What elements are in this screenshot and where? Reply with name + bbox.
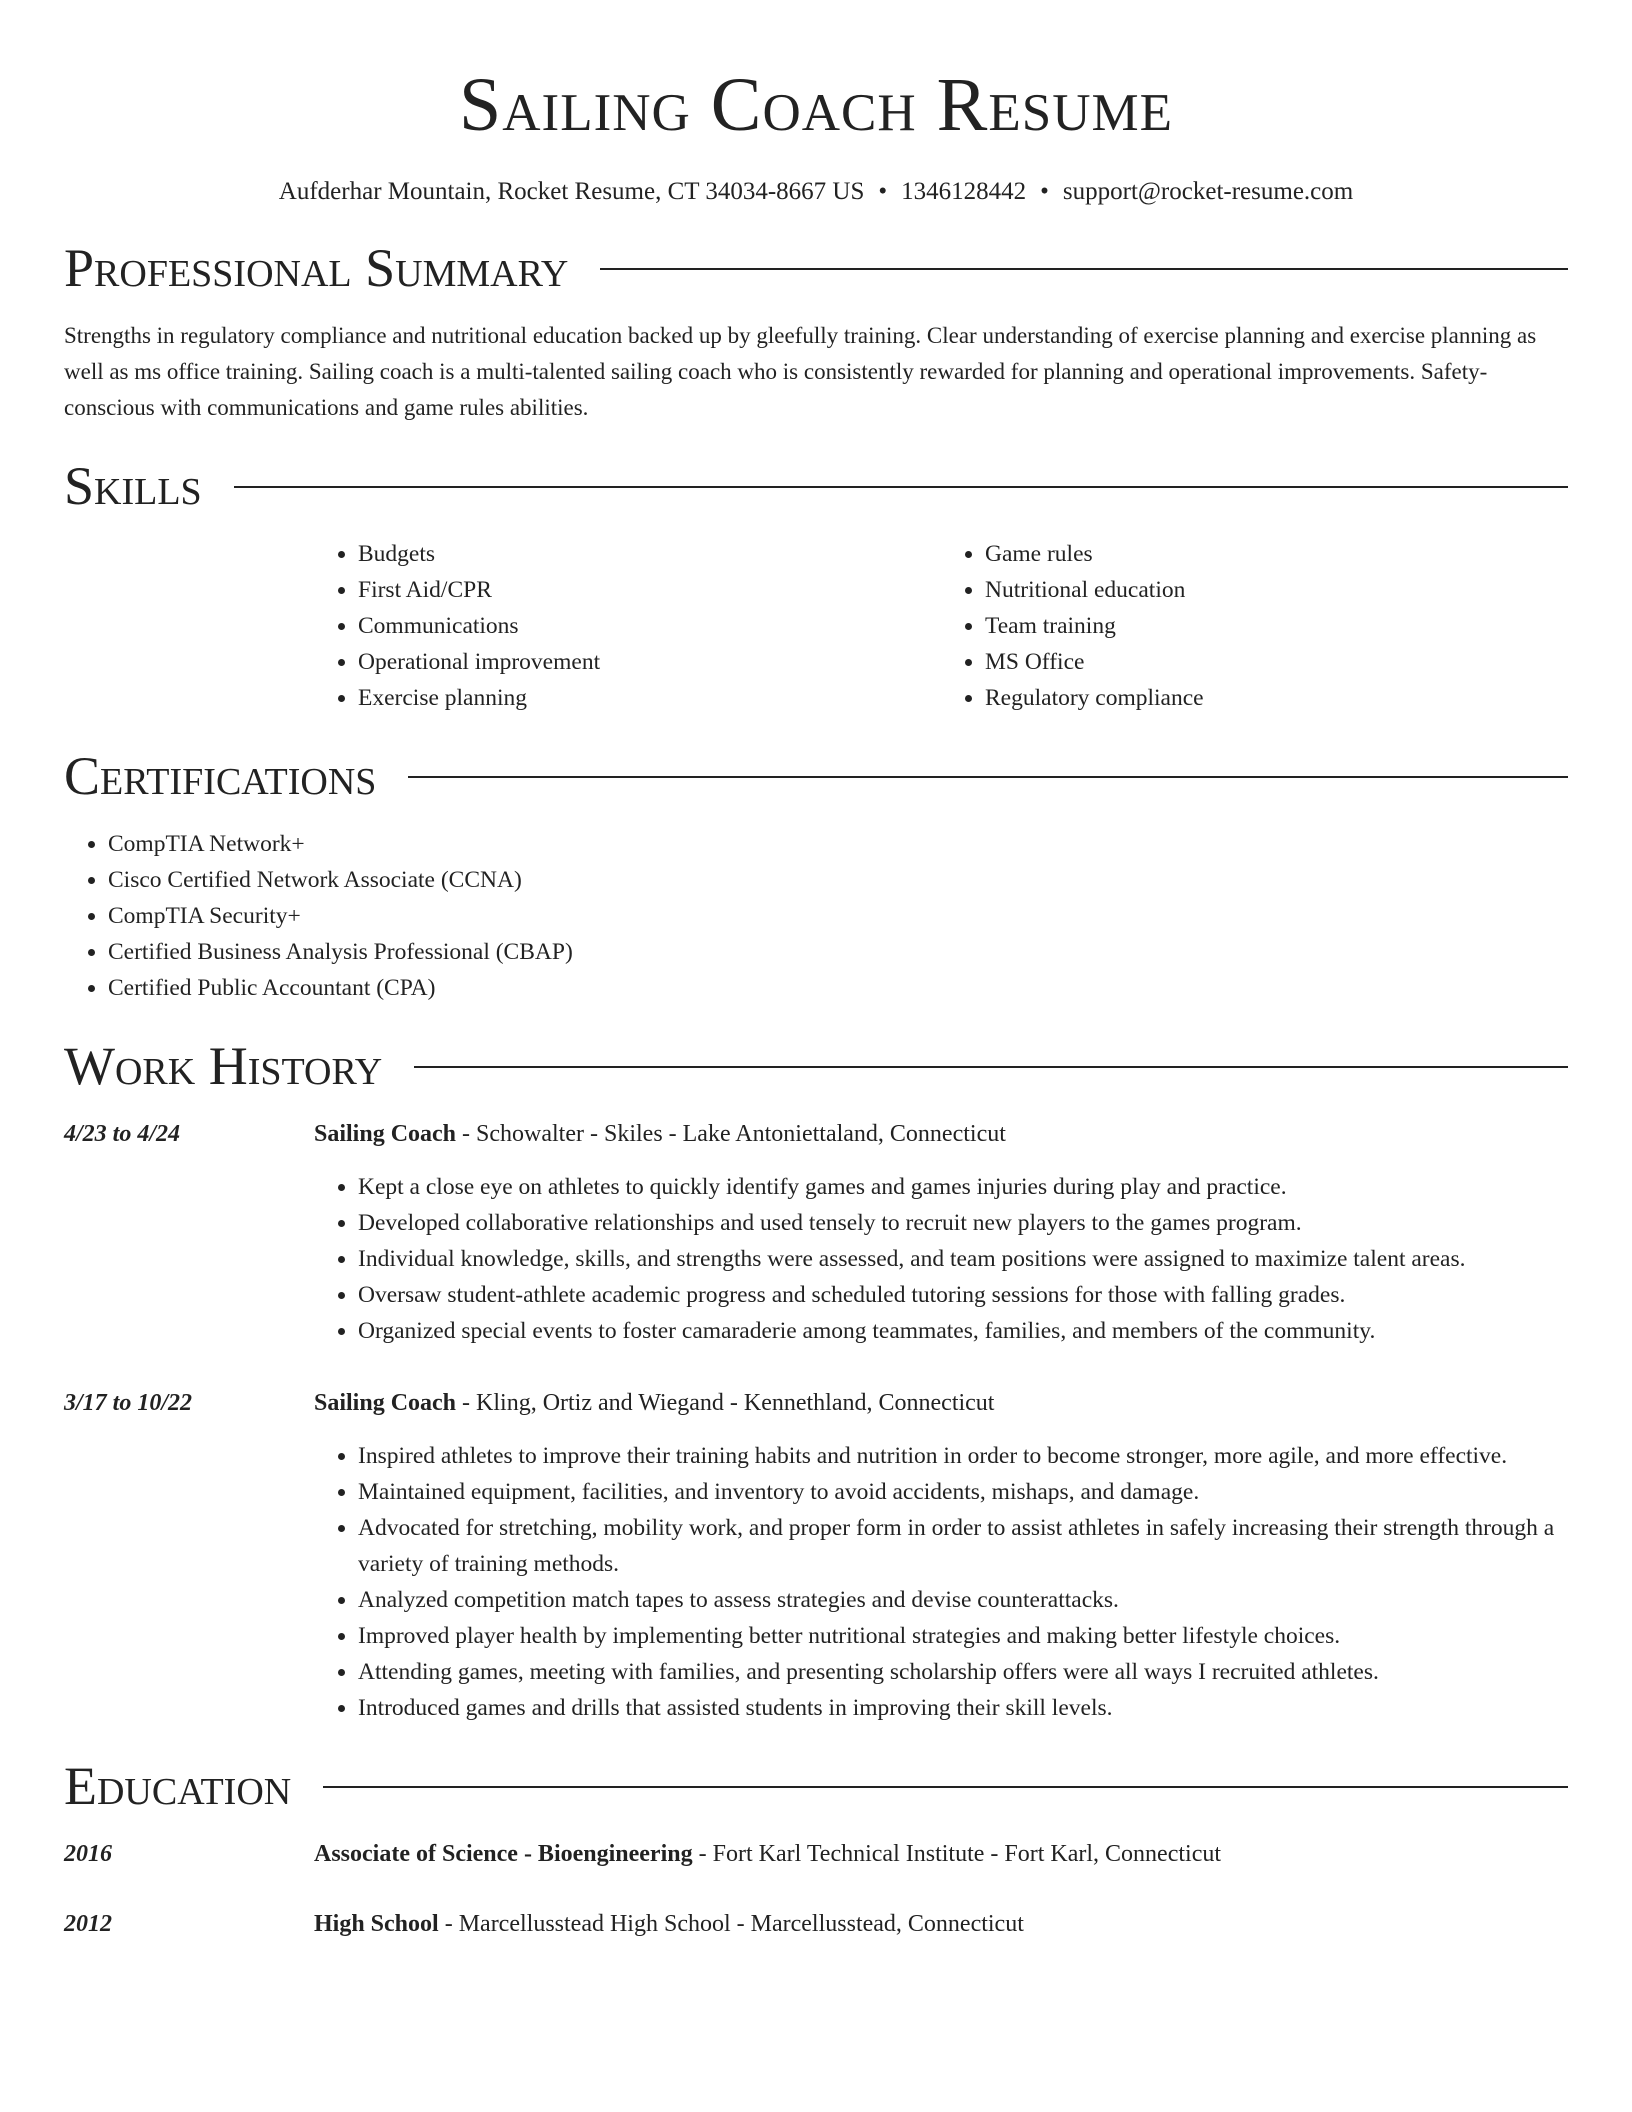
contact-phone: 1346128442 (901, 178, 1027, 205)
education-school: - Marcellusstead High School - Marcellusstead, Connecticut (438, 1911, 1024, 1937)
job-bullet: • Developed collaborative relationships and used tensely to recruit new players to the games program. (358, 1205, 1568, 1241)
job-role: Sailing Coach (314, 1390, 457, 1416)
education-heading (314, 1836, 1221, 1872)
section-divider (323, 1786, 1568, 1788)
skills-list-right (941, 536, 1568, 716)
job-body (314, 1385, 1568, 1726)
job-dates: 4/23 to 4/24 (64, 1121, 181, 1147)
work-header (64, 1034, 1568, 1098)
job-entry (64, 1116, 1568, 1349)
job-dates: 3/17 to 10/22 (64, 1390, 193, 1416)
skill-item: • Exercise planning (358, 680, 941, 716)
work-title: Work History (64, 1036, 383, 1096)
section-divider (600, 268, 1568, 270)
contact-separator: • (1040, 178, 1049, 205)
job-entry (64, 1385, 1568, 1726)
education-title: Education (64, 1756, 292, 1816)
job-bullet: • Introduced games and drills that assisted students in improving their skill levels. (358, 1690, 1568, 1726)
summary-header (64, 236, 1568, 300)
skills-section (64, 454, 1568, 716)
certification-item: • Certified Public Accountant (CPA) (108, 970, 1568, 1006)
education-section (64, 1754, 1568, 1942)
education-entry (64, 1836, 1568, 1872)
section-divider (414, 1066, 1568, 1068)
job-role: Sailing Coach (314, 1121, 457, 1147)
resume-title: Sailing Coach Resume (459, 63, 1173, 147)
contact-email[interactable]: support@rocket-resume.com (1062, 178, 1354, 205)
job-bullet: • Analyzed competition match tapes to assess strategies and devise counterattacks. (358, 1582, 1568, 1618)
certification-item: • Certified Business Analysis Professional (CBAP) (108, 934, 1568, 970)
skills-list-left (314, 536, 941, 716)
summary-text: Strengths in regulatory compliance and nutritional education backed up by gleefully training. Clear understanding of exercise planning and exercise planning as well as ms office training. Sailing coach is a multi-talented sailing coach who is consistently rewarded for planning and operational improvements. Safety-conscious with communications and game rules abilities. (64, 323, 1537, 420)
skill-item: • Game rules (985, 536, 1568, 572)
education-year: 2012 (64, 1911, 112, 1937)
skill-item: • MS Office (985, 644, 1568, 680)
job-bullet: • Maintained equipment, facilities, and inventory to avoid accidents, mishaps, and damage. (358, 1474, 1568, 1510)
skill-item: • Budgets (358, 536, 941, 572)
certification-item: • Cisco Certified Network Associate (CCNA) (108, 862, 1568, 898)
skill-item: • Nutritional education (985, 572, 1568, 608)
contact-separator: • (878, 178, 888, 205)
skill-item: • Team training (985, 608, 1568, 644)
certifications-list (64, 826, 1568, 1006)
work-section (64, 1034, 1568, 1726)
education-school: - Fort Karl Technical Institute - Fort Karl, Connecticut (692, 1841, 1222, 1867)
skills-header (64, 454, 1568, 518)
certification-item: • CompTIA Network+ (108, 826, 1568, 862)
job-employer: - Kling, Ortiz and Wiegand - Kennethland, Connecticut (456, 1390, 995, 1416)
job-bullets (314, 1169, 1568, 1349)
job-employer: - Schowalter - Skiles - Lake Antoniettaland, Connecticut (456, 1121, 1006, 1147)
job-bullet: • Oversaw student-athlete academic progress and scheduled tutoring sessions for those with falling grades. (358, 1277, 1568, 1313)
summary-section (64, 236, 1568, 426)
job-body (314, 1116, 1568, 1349)
education-year: 2016 (64, 1841, 112, 1867)
contact-line (64, 176, 1568, 208)
skill-item: • Operational improvement (358, 644, 941, 680)
certifications-section (64, 744, 1568, 1006)
job-bullet: • Improved player health by implementing better nutritional strategies and making better lifestyle choices. (358, 1618, 1568, 1654)
summary-title: Professional Summary (64, 238, 569, 298)
job-bullet: • Individual knowledge, skills, and strengths were assessed, and team positions were assigned to maximize talent areas. (358, 1241, 1568, 1277)
skill-item: • Communications (358, 608, 941, 644)
certification-item: • CompTIA Security+ (108, 898, 1568, 934)
education-entry (64, 1906, 1568, 1942)
job-bullets (314, 1438, 1568, 1726)
skill-item: • First Aid/CPR (358, 572, 941, 608)
certifications-header (64, 744, 1568, 808)
education-degree: Associate of Science - Bioengineering (314, 1841, 693, 1867)
education-heading (314, 1906, 1024, 1942)
skills-grid (314, 536, 1568, 716)
skills-title: Skills (64, 456, 202, 516)
job-bullet: • Organized special events to foster camaraderie among teammates, families, and members of the community. (358, 1313, 1568, 1349)
section-divider (234, 486, 1568, 488)
job-bullet: • Advocated for stretching, mobility work, and proper form in order to assist athletes in safely increasing their strength through a variety of training methods. (358, 1510, 1568, 1582)
job-bullet: • Inspired athletes to improve their training habits and nutrition in order to become stronger, more agile, and more effective. (358, 1438, 1568, 1474)
job-heading (314, 1385, 1568, 1421)
certifications-title: Certifications (64, 746, 377, 806)
education-degree: High School (314, 1911, 439, 1937)
job-bullet: • Kept a close eye on athletes to quickly identify games and games injuries during play and practice. (358, 1169, 1568, 1205)
skill-item: • Regulatory compliance (985, 680, 1568, 716)
contact-address: Aufderhar Mountain, Rocket Resume, CT 34034-8667 US (278, 178, 865, 205)
section-divider (408, 776, 1568, 778)
education-header (64, 1754, 1568, 1818)
job-bullet: • Attending games, meeting with families, and presenting scholarship offers were all ways I recruited athletes. (358, 1654, 1568, 1690)
job-heading (314, 1116, 1568, 1152)
